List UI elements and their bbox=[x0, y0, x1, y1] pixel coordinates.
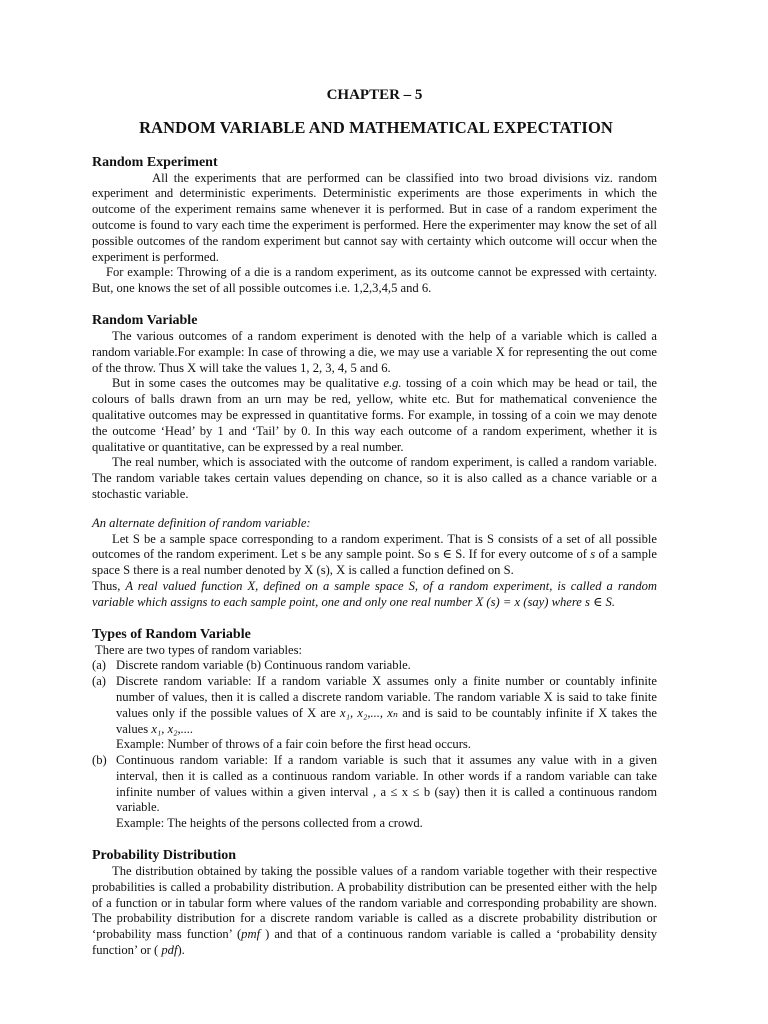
section-heading-types: Types of Random Variable bbox=[92, 626, 251, 642]
list-item: (a) Discrete random variable: If a random variable X assumes only a finite number or countably infinite number of values, then it is called a discrete random variable. The random variable X is said to take finite values only if the possible values of X are x₁, x₂,..., xₙ and is said to be countably infinite if X takes the values x₁, x₂,.... bbox=[92, 674, 658, 736]
paragraph: All the experiments that are performed can be classified into two broad divisions viz. random experiment and deterministic experiments. Deterministic experiments are those experiments in which the outcome of the experiment remains same whenever it is performed. But in case of a random experiment the outcome is found to vary each time the experiment is performed. Here the experimenter may know the set of all possible outcomes of the random experiment but cannot say with certainty which outcome will occur when the experiment is performed. bbox=[92, 170, 657, 264]
paragraph: For example: Throwing of a die is a random experiment, as its outcome cannot be expressed with certainty. But, one knows the set of all possible outcomes i.e. 1,2,3,4,5 and 6. bbox=[92, 265, 657, 296]
paragraph: The various outcomes of a random experiment is denoted with the help of a variable which is called a random variable.For example: In case of throwing a die, we may use a variable X for representing the out come of the throw. Thus X will take the values 1, 2, 3, 4, 5 and 6. bbox=[92, 328, 657, 375]
paragraph: The distribution obtained by taking the possible values of a random variable together with their respective probabilities is called a probability distribution. A probability distribution can be presented either with the help of a function or in tabular form where values of the random variable and corresponding probability are shown. The probability distribution for a discrete random variable is called as a discrete probability distribution or ‘probability mass function’ (pmf ) and that of a continuous random variable is called a ‘probability density function’ or ( pdf). bbox=[92, 864, 657, 958]
document-page bbox=[92, 88, 657, 959]
section-heading-probability-distribution: Probability Distribution bbox=[92, 848, 237, 864]
paragraph: There are two types of random variables: bbox=[95, 642, 303, 657]
example-line: Example: Number of throws of a fair coin before the first head occurs. bbox=[116, 737, 471, 752]
list-item: (a) Discrete random variable (b) Continuous random variable. bbox=[92, 658, 411, 673]
section-heading-random-experiment: Random Experiment bbox=[92, 154, 218, 170]
page-title: RANDOM VARIABLE AND MATHEMATICAL EXPECTATION bbox=[139, 117, 613, 137]
paragraph: Let S be a sample space corresponding to a random experiment. That is S consists of a set of all possible outcomes of the random experiment. Let s be any sample point. So s ∈ S. If for every outcome of s of a sample space S there is a real number denoted by X (s), X is called a function defined on S. bbox=[92, 531, 657, 578]
paragraph: But in some cases the outcomes may be qualitative e.g. tossing of a coin which may be head or tail, the colours of balls drawn from an urn may be red, yellow, white etc. But for mathematical convenience the qualitative outcomes may be expressed in quantitative forms. For example, in tossing of a coin we may denote the outcome ‘Head’ by 1 and ‘Tail’ by 0. In this way each outcome of a random experiment, whether it is qualitative or quantitative, can be expressed by a real number. bbox=[92, 376, 657, 454]
paragraph: Thus, A real valued function X, defined on a sample space S, of a random experiment, is called a random variable which assigns to each sample point, one and only one real number X (s) = x (say) where s ∈ S. bbox=[92, 578, 658, 609]
types-list bbox=[92, 658, 657, 832]
subsection-heading-alternate-definition: An alternate definition of random variable: bbox=[92, 515, 311, 530]
paragraph: The real number, which is associated with the outcome of random experiment, is called a random variable. The random variable takes certain values depending on chance, so it is also called as a chance variable or a stochastic variable. bbox=[92, 455, 657, 501]
section-heading-random-variable: Random Variable bbox=[92, 312, 198, 328]
example-line: Example: The heights of the persons collected from a crowd. bbox=[116, 816, 423, 831]
chapter-label: CHAPTER – 5 bbox=[326, 87, 423, 103]
list-item: (b) Continuous random variable: If a random variable is such that it assumes any value with in a given interval, then it is called as a continuous random variable. In other words if a random variable can take infinite number of values within a given interval , a ≤ x ≤ b (say) then it is called a continuous random variable. bbox=[92, 753, 657, 815]
